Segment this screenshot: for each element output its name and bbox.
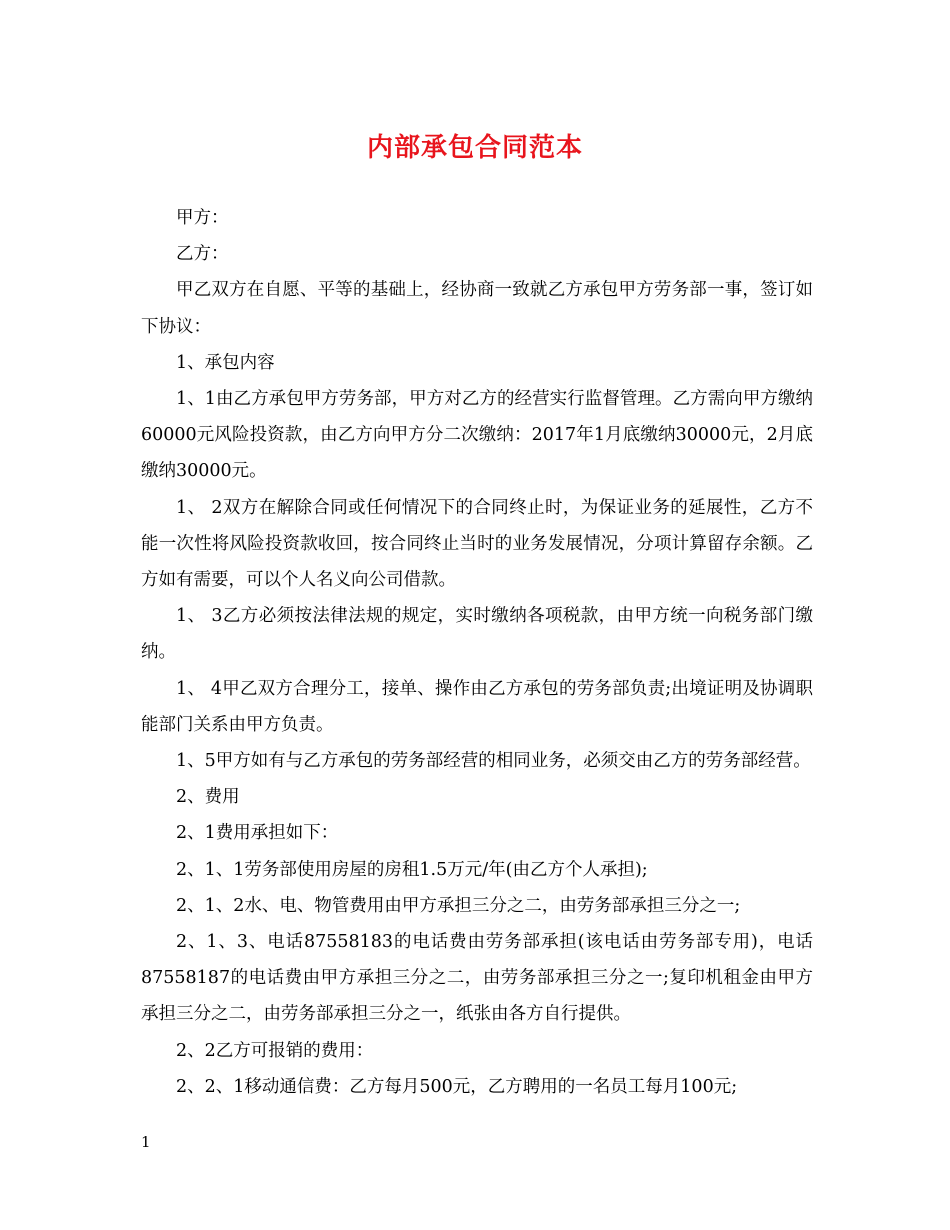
section-heading-2: 2、费用: [176, 787, 240, 808]
page-number: 1: [141, 1133, 151, 1151]
paragraph-party-a: 甲方：: [176, 208, 229, 228]
clause-1-1: 1、1由乙方承包甲方劳务部，甲方对乙方的经营实行监督管理。乙方需向甲方缴纳60000元风险投资款，由乙方向甲方分二次缴纳：2017年1月底缴纳30000元，2月底缴纳30000元。: [141, 389, 813, 482]
section-heading-1: 1、承包内容: [176, 352, 275, 373]
clause-2-2-1: 2、2、1移动通信费：乙方每月500元，乙方聘用的一名员工每月100元;: [176, 1076, 738, 1097]
clause-2-1-3: 2、1、3、电话87558183的电话费由劳务部承担(该电话由劳务部专用)，电话87558187的电话费由甲方承担三分之二，由劳务部承担三分之一;复印机租金由甲方承担三分之二，由劳务部承担三分之一，纸张由各方自行提供。: [141, 932, 813, 1025]
clause-1-3: 1、 3乙方必须按法律法规的规定，实时缴纳各项税款，由甲方统一向税务部门缴纳。: [141, 606, 813, 663]
document-title: 内部承包合同范本: [366, 133, 583, 163]
clause-2-1-1: 2、1、1劳务部使用房屋的房租1.5万元/年(由乙方个人承担);: [176, 859, 648, 880]
document-body: [141, 200, 813, 1105]
clause-2-1-2: 2、1、2水、电、物管费用由甲方承担三分之二，由劳务部承担三分之一;: [176, 895, 741, 916]
clause-2-2: 2、2乙方可报销的费用：: [176, 1040, 374, 1061]
paragraph-preamble: 甲乙双方在自愿、平等的基础上，经协商一致就乙方承包甲方劳务部一事，签订如下协议：: [141, 280, 813, 337]
clause-1-4: 1、 4甲乙双方合理分工，接单、操作由乙方承包的劳务部负责;出境证明及协调职能部门关系由甲方负责。: [141, 678, 813, 735]
paragraph-party-b: 乙方：: [176, 244, 229, 265]
clause-1-2: 1、 2双方在解除合同或任何情况下的合同终止时，为保证业务的延展性，乙方不能一次性将风险投资款收回，按合同终止当时的业务发展情况，分项计算留存余额。乙方如有需要，可以个人名义向公司借款。: [141, 497, 813, 591]
clause-1-5: 1、5甲方如有与乙方承包的劳务部经营的相同业务，必须交由乙方的劳务部经营。: [176, 751, 811, 772]
clause-2-1: 2、1费用承担如下：: [176, 823, 339, 844]
